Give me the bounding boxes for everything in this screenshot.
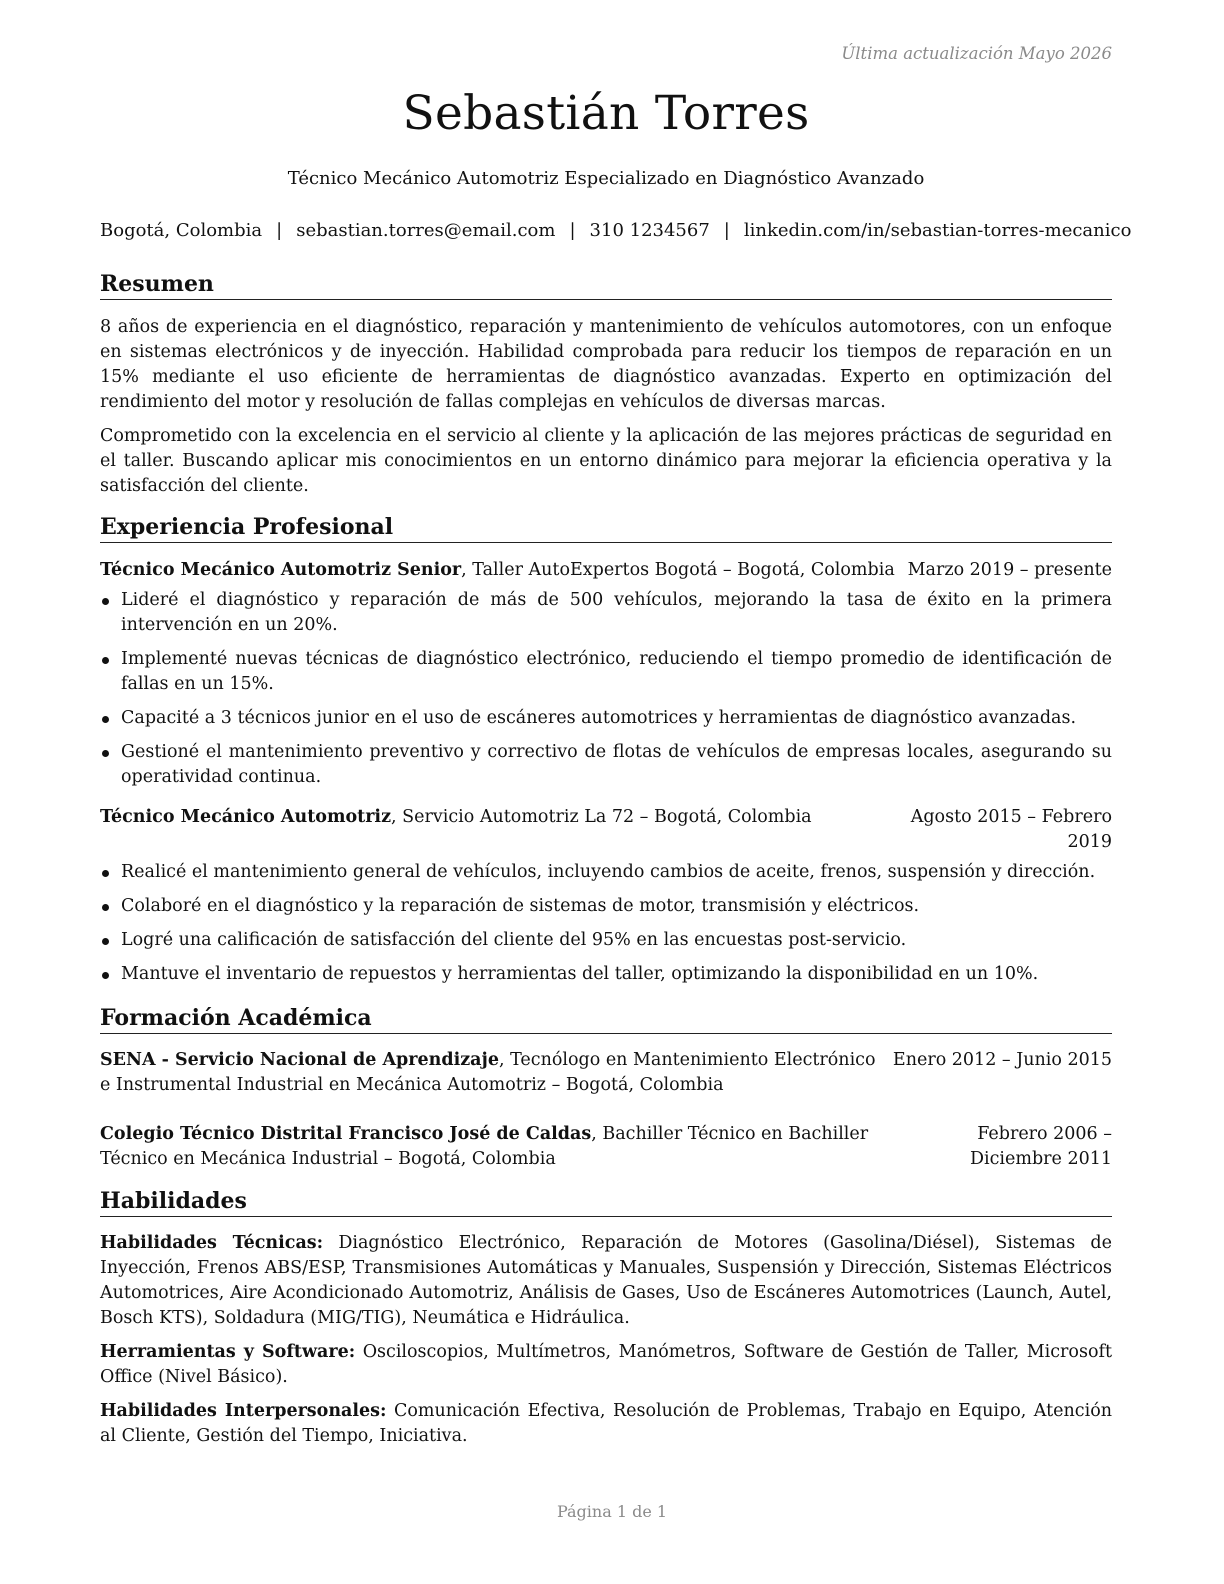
bullet-icon xyxy=(102,657,109,664)
list-item: Capacité a 3 técnicos junior en el uso de escáneres automotrices y herramientas de diagnóstico avanzadas. xyxy=(100,706,1112,731)
job-company: , Taller AutoExpertos Bogotá – Bogotá, Colombia xyxy=(461,560,895,580)
job-bullets xyxy=(100,588,1112,799)
resume-page xyxy=(100,0,1132,1584)
contact-separator: | xyxy=(276,220,283,241)
skill-group xyxy=(100,1340,1112,1390)
skill-text: Comunicación Efectiva, Resolución de Problemas, Trabajo en Equipo, Atención al Cliente, Gestión del Tiempo, Iniciativa. xyxy=(100,1401,1112,1446)
contact-location: Bogotá, Colombia xyxy=(100,220,263,241)
job-role: Técnico Mecánico Automotriz xyxy=(100,807,392,827)
bullet-icon xyxy=(102,938,109,945)
bullet-icon xyxy=(102,904,109,911)
list-item: Colaboré en el diagnóstico y la reparación de sistemas de motor, transmisión y eléctricos. xyxy=(100,894,1112,919)
job-bullets xyxy=(100,860,1112,996)
skill-label: Habilidades Técnicas: xyxy=(100,1233,324,1253)
job-dates: Agosto 2015 – Febrero 2019 xyxy=(910,807,1112,852)
summary-paragraph: 8 años de experiencia en el diagnóstico, reparación y mantenimiento de vehículos automotores, con un enfoque en sistemas electrónicos y de inyección. Habilidad comprobada para reducir los tiempos de reparación en un 15% mediante el uso eficiente de herramientas de diagnóstico avanzadas. Experto en optimización del rendimiento del motor y resolución de fallas complejas en vehículos de diversas marcas. xyxy=(100,317,1112,412)
bullet-icon xyxy=(102,750,109,757)
section-title-experience: Experiencia Profesional xyxy=(100,513,1112,543)
contact-line xyxy=(100,220,1132,241)
education-dates: Febrero 2006 – Diciembre 2011 xyxy=(970,1124,1112,1169)
bullet-icon xyxy=(102,598,109,605)
list-item: Implementé nuevas técnicas de diagnóstico electrónico, reduciendo el tiempo promedio de identificación de fallas en un 15%. xyxy=(100,647,1112,697)
section-title-summary: Resumen xyxy=(100,270,1112,300)
last-updated: Última actualización Mayo 2026 xyxy=(841,44,1112,63)
summary-paragraph: Comprometido con la excelencia en el servicio al cliente y la aplicación de las mejores prácticas de seguridad en el taller. Buscando aplicar mis conocimientos en un entorno dinámico para mejorar la eficiencia operativa y la satisfacción del cliente. xyxy=(100,426,1112,496)
education-detail: , Tecnólogo en Mantenimiento Electrónico e Instrumental Industrial en Mecánica Automotriz – Bogotá, Colombia xyxy=(100,1050,876,1095)
bullet-icon xyxy=(102,716,109,723)
skill-group xyxy=(100,1399,1112,1449)
page-number: Página 1 de 1 xyxy=(556,1502,668,1521)
contact-linkedin[interactable]: linkedin.com/in/sebastian-torres-mecanico xyxy=(743,220,1132,241)
contact-separator: | xyxy=(723,220,730,241)
headline: Técnico Mecánico Automotriz Especializado en Diagnóstico Avanzado xyxy=(287,168,925,189)
list-item: Logré una calificación de satisfacción del cliente del 95% en las encuestas post-servicio. xyxy=(100,928,1112,953)
list-item: Gestioné el mantenimiento preventivo y correctivo de flotas de vehículos de empresas locales, asegurando su operatividad continua. xyxy=(100,740,1112,790)
job-header xyxy=(100,805,1112,855)
job-header xyxy=(100,558,1112,583)
section-title-education: Formación Académica xyxy=(100,1004,1112,1034)
candidate-name: Sebastián Torres xyxy=(402,86,810,141)
list-item: Realicé el mantenimiento general de vehículos, incluyendo cambios de aceite, frenos, suspensión y dirección. xyxy=(100,860,1112,885)
skill-label: Herramientas y Software: xyxy=(100,1342,356,1362)
education-item xyxy=(100,1048,1112,1098)
job-company: , Servicio Automotriz La 72 – Bogotá, Colombia xyxy=(391,807,812,827)
skill-group xyxy=(100,1231,1112,1331)
job-role: Técnico Mecánico Automotriz Senior xyxy=(100,560,462,580)
education-item xyxy=(100,1122,1112,1172)
skill-text: Osciloscopios, Multímetros, Manómetros, Software de Gestión de Taller, Microsoft Office (Nivel Básico). xyxy=(100,1342,1112,1387)
education-institution: Colegio Técnico Distrital Francisco José de Caldas xyxy=(100,1124,592,1144)
contact-phone: 310 1234567 xyxy=(589,220,710,241)
education-dates: Enero 2012 – Junio 2015 xyxy=(892,1050,1112,1070)
contact-email[interactable]: sebastian.torres@email.com xyxy=(296,220,556,241)
skill-text: Diagnóstico Electrónico, Reparación de Motores (Gasolina/Diésel), Sistemas de Inyección, Frenos ABS/ESP, Transmisiones Automáticas y Manuales, Suspensión y Dirección, Sistemas Eléctricos Automotrices, Aire Acondicionado Automotriz, Análisis de Gases, Uso de Escáneres Automotrices (Launch, Autel, Bosch KTS), Soldadura (MIG/TIG), Neumática e Hidráulica. xyxy=(100,1233,1112,1328)
education-institution: SENA - Servicio Nacional de Aprendizaje xyxy=(100,1050,499,1070)
education-detail: , Bachiller Técnico en Bachiller Técnico en Mecánica Industrial – Bogotá, Colombia xyxy=(100,1124,869,1169)
list-item: Mantuve el inventario de repuestos y herramientas del taller, optimizando la disponibilidad en un 10%. xyxy=(100,962,1112,987)
bullet-icon xyxy=(102,870,109,877)
job-dates: Marzo 2019 – presente xyxy=(907,560,1112,580)
contact-separator: | xyxy=(569,220,576,241)
skill-label: Habilidades Interpersonales: xyxy=(100,1401,387,1421)
bullet-icon xyxy=(102,972,109,979)
section-title-skills: Habilidades xyxy=(100,1187,1112,1217)
list-item: Lideré el diagnóstico y reparación de más de 500 vehículos, mejorando la tasa de éxito en la primera intervención en un 20%. xyxy=(100,588,1112,638)
